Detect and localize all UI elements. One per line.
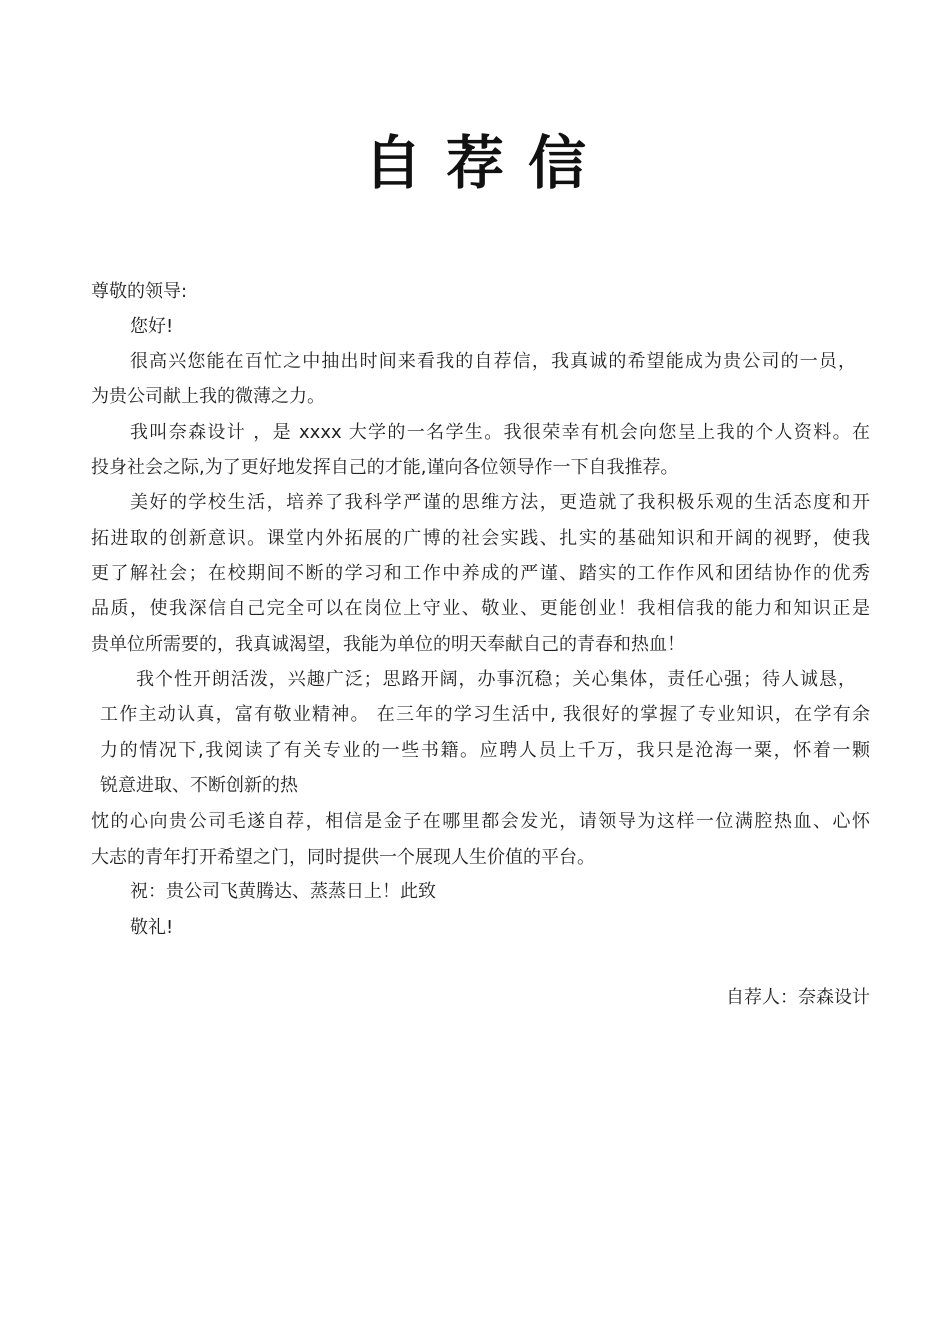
body-line: 为贵公司献上我的微薄之力。 <box>91 386 325 407</box>
body-line: 很高兴您能在百忙之中抽出时间来看我的自荐信，我真诚的希望能成为贵公司的一员， <box>130 351 856 372</box>
signature: 自荐人：奈森设计 <box>726 987 870 1008</box>
closing-line: 祝：贵公司飞黄腾达、蒸蒸日上！此致 <box>130 881 436 902</box>
body-line: 力的情况下,我阅读了有关专业的一些书籍。应聘人员上千万，我只是沧海一粟，怀着一颗 <box>100 740 870 761</box>
salutation: 您好! <box>130 316 174 337</box>
body-line: 我叫奈森设计 ，是 xxxx 大学的一名学生。我很荣幸有机会向您呈上我的个人资料。在 <box>130 422 870 443</box>
body-line: 大志的青年打开希望之门，同时提供一个展现人生价值的平台。 <box>91 847 595 868</box>
body-line: 更了解社会；在校期间不断的学习和工作中养成的严谨、踏实的工作作风和团结协作的优秀 <box>91 563 870 584</box>
body-line: 美好的学校生活，培养了我科学严谨的思维方法，更造就了我积极乐观的生活态度和开 <box>130 492 870 513</box>
body-line: 工作主动认真，富有敬业精神。 在三年的学习生活中, 我很好的掌握了专业知识，在学有余 <box>100 704 870 725</box>
body-line: 锐意进取、不断创新的热 <box>100 775 298 796</box>
greeting: 尊敬的领导: <box>91 281 188 302</box>
body-line: 拓进取的创新意识。课堂内外拓展的广博的社会实践、扎实的基础知识和开阔的视野，使我 <box>91 528 870 549</box>
page-title: 自荐信 <box>363 129 610 197</box>
body-line: 贵单位所需要的，我真诚渴望，我能为单位的明天奉献自己的青春和热血！ <box>91 634 685 655</box>
body-line: 品质，使我深信自己完全可以在岗位上守业、敬业、更能创业！我相信我的能力和知识正是 <box>91 598 870 619</box>
body-line: 我个性开朗活泼，兴趣广泛；思路开阔，办事沉稳；关心集体，责任心强；待人诚恳， <box>136 669 856 690</box>
body-line: 投身社会之际,为了更好地发挥自己的才能,谨向各位领导作一下自我推荐。 <box>91 457 679 478</box>
regards-line: 敬礼! <box>130 917 174 938</box>
body-line: 忱的心向贵公司毛遂自荐，相信是金子在哪里都会发光，请领导为这样一位满腔热血、心怀 <box>91 811 870 832</box>
